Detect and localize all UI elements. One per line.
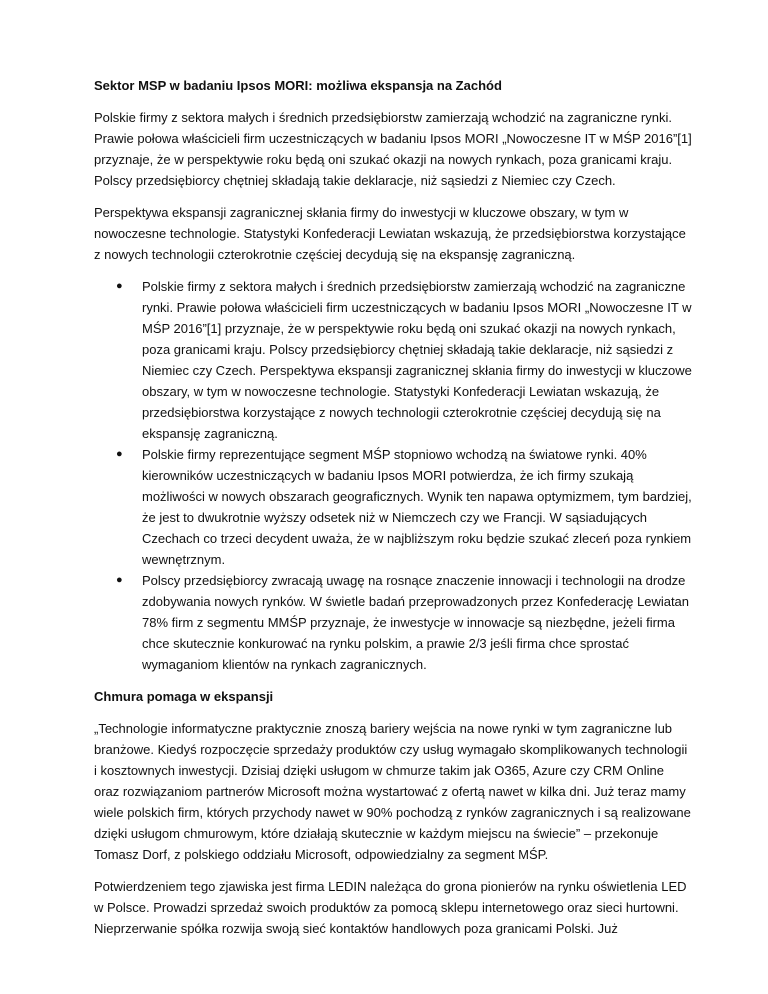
paragraph-ledin: Potwierdzeniem tego zjawiska jest firma LEDIN należąca do grona pionierów na rynku oświetlenia LED w Polsce. Prowadzi sprzedaż swoich produktów za pomocą sklepu internetowego oraz sieci hurtowni. Nieprzerwanie spółka rozwija swoją sieć kontaktów handlowych poza granicami Polski. Już bbox=[94, 879, 687, 936]
bullet-list bbox=[94, 276, 692, 675]
section-heading-cloud: Chmura pomaga w ekspansji bbox=[94, 689, 274, 704]
list-item bbox=[116, 444, 692, 570]
document-body bbox=[94, 75, 692, 950]
paragraph-perspective: Perspektywa ekspansji zagranicznej skłania firmy do inwestycji w kluczowe obszary, w tym w nowoczesne technologie. Statystyki Konfederacji Lewiatan wskazują, że przedsiębiorstwa korzystające z nowych technologii czterokrotnie częściej decydują się na ekspansję zagraniczną. bbox=[94, 205, 686, 262]
bullet-icon: ● bbox=[116, 448, 123, 460]
bullet-icon: ● bbox=[116, 280, 123, 292]
list-item-text: Polskie firmy z sektora małych i średnich przedsiębiorstw zamierzają wchodzić na zagraniczne rynki. Prawie połowa właścicieli firm uczestniczących w badaniu Ipsos MORI „Nowoczesne IT w MŚP 2016”[1] przyznaje, że w perspektywie roku będą oni szukać okazji na nowych rynkach, poza granicami kraju. Polscy przedsiębiorcy chętniej składają takie deklaracje, niż sąsiedzi z Niemiec czy Czech. Perspektywa ekspansji zagranicznej skłania firmy do inwestycji w kluczowe obszary, w tym w nowoczesne technologie. Statystyki Konfederacji Lewiatan wskazują, że przedsiębiorstwa korzystające z nowych technologii czterokrotnie częściej decydują się na ekspansję zagraniczną. bbox=[142, 279, 692, 441]
bullet-icon: ● bbox=[116, 574, 123, 586]
list-item bbox=[116, 276, 692, 444]
paragraph-intro: Polskie firmy z sektora małych i średnich przedsiębiorstw zamierzają wchodzić na zagraniczne rynki. Prawie połowa właścicieli firm uczestniczących w badaniu Ipsos MORI „Nowoczesne IT w MŚP 2016”[1] przyznaje, że w perspektywie roku będą oni szukać okazji na nowych rynkach, poza granicami kraju. Polscy przedsiębiorcy chętniej składają takie deklaracje, niż sąsiedzi z Niemiec czy Czech. bbox=[94, 110, 692, 188]
list-item-text: Polskie firmy reprezentujące segment MŚP stopniowo wchodzą na światowe rynki. 40% kierowników uczestniczących w badaniu Ipsos MORI potwierdza, że ich firmy szukają możliwości w nowych obszarach geograficznych. Wynik ten napawa optymizmem, tym bardziej, że jest to dwukrotnie wyższy odsetek niż w Niemczech czy we Francji. W sąsiadujących Czechach co trzeci decydent uważa, że w najbliższym roku będzie szukać zleceń poza rynkiem wewnętrznym. bbox=[142, 447, 692, 567]
paragraph-quote: „Technologie informatyczne praktycznie znoszą bariery wejścia na nowe rynki w tym zagraniczne lub branżowe. Kiedyś rozpoczęcie sprzedaży produktów czy usług wymagało skomplikowanych technologii i kosztownych inwestycji. Dzisiaj dzięki usługom w chmurze takim jak O365, Azure czy CRM Online oraz rozwiązaniom partnerów Microsoft można wystartować z ofertą nawet w kilka dni. Już teraz mamy wiele polskich firm, których przychody nawet w 90% pochodzą z rynków zagranicznych i są realizowane dzięki usługom chmurowym, które działają skutecznie w każdym miejscu na świecie” – przekonuje Tomasz Dorf, z polskiego oddziału Microsoft, odpowiedzialny za segment MŚP. bbox=[94, 721, 691, 862]
list-item-text: Polscy przedsiębiorcy zwracają uwagę na rosnące znaczenie innowacji i technologii na drodze zdobywania nowych rynków. W świetle badań przeprowadzonych przez Konfederację Lewiatan 78% firm z segmentu MMŚP przyznaje, że inwestycje w innowacje są niezbędne, jeżeli firma chce skutecznie konkurować na rynku polskim, a prawie 2/3 jeśli firma chce sprostać wymaganiom klientów na rynkach zagranicznych. bbox=[142, 573, 690, 672]
section-heading-msp: Sektor MSP w badaniu Ipsos MORI: możliwa ekspansja na Zachód bbox=[94, 78, 502, 93]
list-item bbox=[116, 570, 692, 675]
